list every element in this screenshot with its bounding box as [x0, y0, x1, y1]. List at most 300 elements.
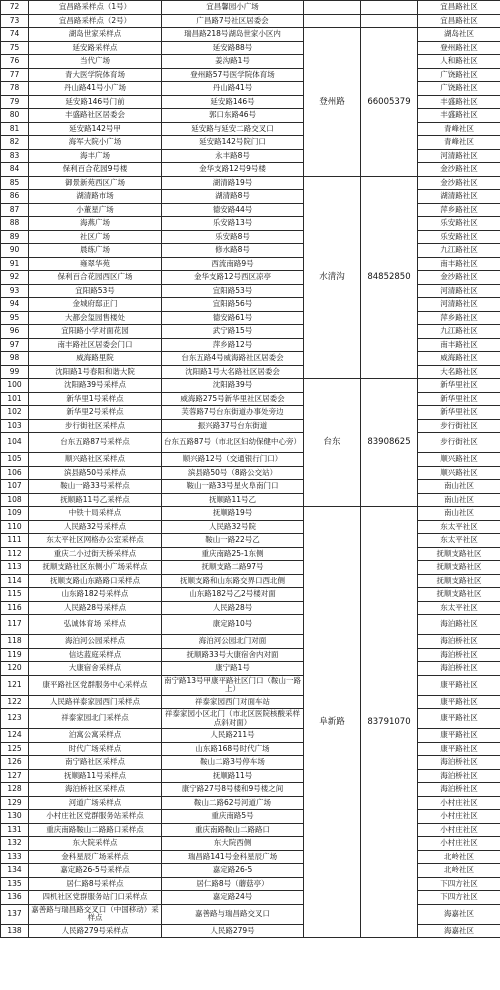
- site-name-cell: 康平路社区党群服务中心采样点: [29, 675, 162, 695]
- district-cell: 阜新路: [304, 507, 361, 938]
- table-row: [1, 244, 500, 258]
- row-number-cell: 87: [1, 203, 29, 217]
- site-address-cell: 东大院西侧: [162, 837, 304, 851]
- site-name-cell: 海丰广场: [29, 149, 162, 163]
- row-number-cell: 109: [1, 507, 29, 521]
- site-address-cell: 抚顺路11号乙: [162, 493, 304, 507]
- table-row: [1, 55, 500, 69]
- table-row: [1, 14, 500, 28]
- site-address-cell: 人民路32号院: [162, 520, 304, 534]
- site-address-cell: 台东五路87号（市北区妇幼保健中心旁）: [162, 433, 304, 453]
- site-name-cell: 湖清路市场: [29, 190, 162, 204]
- community-cell: 顺兴路社区: [418, 466, 500, 480]
- district-cell: [304, 14, 361, 28]
- site-address-cell: 抚顺路33号大康宿舍内对面: [162, 648, 304, 662]
- table-row: [1, 520, 500, 534]
- site-name-cell: 湖岛世家采样点: [29, 28, 162, 42]
- site-address-cell: 沈阳路39号: [162, 379, 304, 393]
- site-name-cell: 新华里2号采样点: [29, 406, 162, 420]
- site-address-cell: 芙蓉路7号台东街道办事处旁边: [162, 406, 304, 420]
- community-cell: 康平路社区: [418, 695, 500, 709]
- site-address-cell: 威海路275号新华里社区居委会: [162, 392, 304, 406]
- community-cell: 金沙路社区: [418, 163, 500, 177]
- site-address-cell: 山东路168号时代广场: [162, 742, 304, 756]
- site-name-cell: 抚顺路11号乙采样点: [29, 493, 162, 507]
- row-number-cell: 78: [1, 82, 29, 96]
- community-cell: 威海路社区: [418, 352, 500, 366]
- row-number-cell: 75: [1, 41, 29, 55]
- community-cell: 海嘉社区: [418, 904, 500, 924]
- site-name-cell: 金城府邸正门: [29, 298, 162, 312]
- row-number-cell: 130: [1, 810, 29, 824]
- row-number-cell: 133: [1, 850, 29, 864]
- site-address-cell: 延安路146号: [162, 95, 304, 109]
- table-row: [1, 547, 500, 561]
- site-address-cell: 嘉善路与瑞昌路交叉口: [162, 904, 304, 924]
- table-row: [1, 453, 500, 467]
- site-address-cell: 乐安路13号: [162, 217, 304, 231]
- site-address-cell: 南宁路13号甲康平路社区门口（鞍山一路上）: [162, 675, 304, 695]
- district-cell: 水清沟: [304, 176, 361, 379]
- site-name-cell: 保利百合花园西区广场: [29, 271, 162, 285]
- site-address-cell: 重庆南路5号: [162, 810, 304, 824]
- table-row: [1, 352, 500, 366]
- community-cell: 金沙路社区: [418, 176, 500, 190]
- table-row: [1, 534, 500, 548]
- community-cell: 海嘉社区: [418, 924, 500, 938]
- row-number-cell: 84: [1, 163, 29, 177]
- row-number-cell: 125: [1, 742, 29, 756]
- site-address-cell: 鞍山一路33号星火阜南门口: [162, 480, 304, 494]
- row-number-cell: 121: [1, 675, 29, 695]
- community-cell: 河清路社区: [418, 284, 500, 298]
- table-row: [1, 695, 500, 709]
- row-number-cell: 115: [1, 588, 29, 602]
- site-name-cell: 海泊桥社区采样点: [29, 783, 162, 797]
- community-cell: 丰盛路社区: [418, 109, 500, 123]
- site-name-cell: 顺兴路社区采样点: [29, 453, 162, 467]
- table-row: [1, 675, 500, 695]
- site-address-cell: 丹山路41号: [162, 82, 304, 96]
- site-name-cell: 沈阳路39号采样点: [29, 379, 162, 393]
- community-cell: 抚顺支路社区: [418, 588, 500, 602]
- site-address-cell: 抚顺支路和山东路交界口西北侧: [162, 574, 304, 588]
- site-address-cell: 抚顺支路二路97号: [162, 561, 304, 575]
- community-cell: 海泊桥社区: [418, 769, 500, 783]
- table-row: [1, 823, 500, 837]
- site-name-cell: 金科星辰广场采样点: [29, 850, 162, 864]
- table-row: [1, 419, 500, 433]
- row-number-cell: 74: [1, 28, 29, 42]
- site-name-cell: 抚顺支路山东路路口采样点: [29, 574, 162, 588]
- site-address-cell: 海泊河公园北门对面: [162, 635, 304, 649]
- site-name-cell: 东太平社区网格办公室采样点: [29, 534, 162, 548]
- site-name-cell: 雍翠华苑: [29, 257, 162, 271]
- phone-cell: 84852850: [361, 176, 418, 379]
- table-body: [1, 1, 500, 938]
- community-cell: 九江路社区: [418, 244, 500, 258]
- site-address-cell: 嘉定路24号: [162, 891, 304, 905]
- table-row: [1, 729, 500, 743]
- table-row: [1, 95, 500, 109]
- site-address-cell: 湖清路19号: [162, 176, 304, 190]
- site-address-cell: 沈阳路1号大名路社区居委会: [162, 365, 304, 379]
- table-row: [1, 41, 500, 55]
- site-name-cell: 丹山路41号小广场: [29, 82, 162, 96]
- community-cell: 南丰路社区: [418, 338, 500, 352]
- community-cell: 康平路社区: [418, 709, 500, 729]
- community-cell: 金沙路社区: [418, 271, 500, 285]
- table-row: [1, 796, 500, 810]
- table-row: [1, 149, 500, 163]
- site-name-cell: 威海路里院: [29, 352, 162, 366]
- site-name-cell: 宜昌路采样点（1号）: [29, 1, 162, 15]
- row-number-cell: 137: [1, 904, 29, 924]
- site-address-cell: 鞍山二路62号河道广场: [162, 796, 304, 810]
- site-address-cell: 广昌路7号社区居委会: [162, 14, 304, 28]
- site-name-cell: 居仁路8号采样点: [29, 877, 162, 891]
- row-number-cell: 128: [1, 783, 29, 797]
- community-cell: 抚顺支路社区: [418, 547, 500, 561]
- community-cell: 东太平社区: [418, 534, 500, 548]
- community-cell: 康平路社区: [418, 742, 500, 756]
- community-cell: 海泊路社区: [418, 615, 500, 635]
- site-name-cell: 抚顺路11号采样点: [29, 769, 162, 783]
- site-name-cell: 海燕广场: [29, 217, 162, 231]
- site-name-cell: 四机社区党群服务站门口采样点: [29, 891, 162, 905]
- site-address-cell: 登州路57号医学院体育场: [162, 68, 304, 82]
- site-name-cell: 延安路146号门前: [29, 95, 162, 109]
- site-name-cell: 嘉善路与瑞昌路交叉口（中国移动）采样点: [29, 904, 162, 924]
- table-row: [1, 338, 500, 352]
- table-row: [1, 392, 500, 406]
- site-address-cell: 延安路142号院门口: [162, 136, 304, 150]
- row-number-cell: 127: [1, 769, 29, 783]
- table-row: [1, 742, 500, 756]
- table-row: [1, 365, 500, 379]
- site-name-cell: 晨练广场: [29, 244, 162, 258]
- site-name-cell: 步行街社区采样点: [29, 419, 162, 433]
- phone-cell: 66005379: [361, 28, 418, 177]
- community-cell: 登州路社区: [418, 41, 500, 55]
- community-cell: 湖清路社区: [418, 190, 500, 204]
- site-name-cell: 重庆二小过街天桥采样点: [29, 547, 162, 561]
- table-row: [1, 122, 500, 136]
- site-name-cell: 河道广场采样点: [29, 796, 162, 810]
- row-number-cell: 135: [1, 877, 29, 891]
- table-row: [1, 850, 500, 864]
- row-number-cell: 80: [1, 109, 29, 123]
- site-name-cell: 人民路32号采样点: [29, 520, 162, 534]
- row-number-cell: 100: [1, 379, 29, 393]
- district-cell: 登州路: [304, 28, 361, 177]
- site-address-cell: 德安路44号: [162, 203, 304, 217]
- site-address-cell: 金华支路12号西区凉亭: [162, 271, 304, 285]
- table-row: [1, 176, 500, 190]
- site-name-cell: 泊寓公寓采样点: [29, 729, 162, 743]
- table-row: [1, 635, 500, 649]
- site-address-cell: 康定路10号: [162, 615, 304, 635]
- site-name-cell: 东大院采样点: [29, 837, 162, 851]
- site-address-cell: 山东路182号乙2号楼对面: [162, 588, 304, 602]
- community-cell: 新华里社区: [418, 392, 500, 406]
- table-row: [1, 662, 500, 676]
- community-cell: 海泊桥社区: [418, 756, 500, 770]
- community-cell: 乐安路社区: [418, 217, 500, 231]
- row-number-cell: 107: [1, 480, 29, 494]
- community-cell: 广饶路社区: [418, 82, 500, 96]
- site-address-cell: 延安路与延安二路交叉口: [162, 122, 304, 136]
- row-number-cell: 94: [1, 298, 29, 312]
- community-cell: 萍乡路社区: [418, 203, 500, 217]
- table-row: [1, 864, 500, 878]
- site-address-cell: 康宁路1号: [162, 662, 304, 676]
- row-number-cell: 126: [1, 756, 29, 770]
- site-name-cell: 人民路祥泰家园西门采样点: [29, 695, 162, 709]
- row-number-cell: 132: [1, 837, 29, 851]
- phone-cell: [361, 14, 418, 28]
- row-number-cell: 117: [1, 615, 29, 635]
- site-address-cell: 康宁路27号8号楼和9号楼之间: [162, 783, 304, 797]
- site-name-cell: 山东路182号采样点: [29, 588, 162, 602]
- table-row: [1, 217, 500, 231]
- community-cell: 北岭社区: [418, 850, 500, 864]
- site-address-cell: 乐安路8号: [162, 230, 304, 244]
- phone-cell: 83791070: [361, 507, 418, 938]
- row-number-cell: 114: [1, 574, 29, 588]
- site-name-cell: 滨县路50号采样点: [29, 466, 162, 480]
- site-address-cell: 台东五路4号威海路社区居委会: [162, 352, 304, 366]
- row-number-cell: 108: [1, 493, 29, 507]
- community-cell: 康平路社区: [418, 729, 500, 743]
- site-name-cell: 新华里1号采样点: [29, 392, 162, 406]
- community-cell: 小村庄社区: [418, 823, 500, 837]
- community-cell: 抚顺支路社区: [418, 561, 500, 575]
- table-row: [1, 109, 500, 123]
- site-address-cell: 湖清路8号: [162, 190, 304, 204]
- row-number-cell: 73: [1, 14, 29, 28]
- district-cell: 台东: [304, 379, 361, 507]
- table-row: [1, 891, 500, 905]
- table-row: [1, 298, 500, 312]
- table-row: [1, 284, 500, 298]
- community-cell: 河清路社区: [418, 149, 500, 163]
- site-address-cell: 瑞昌路218号湖岛世家小区内: [162, 28, 304, 42]
- table-row: [1, 68, 500, 82]
- row-number-cell: 88: [1, 217, 29, 231]
- site-name-cell: 延安路142号甲: [29, 122, 162, 136]
- community-cell: 康平路社区: [418, 675, 500, 695]
- row-number-cell: 82: [1, 136, 29, 150]
- site-name-cell: 延安路采样点: [29, 41, 162, 55]
- site-address-cell: 萍乡路12号: [162, 338, 304, 352]
- community-cell: 广饶路社区: [418, 68, 500, 82]
- site-address-cell: 人民路211号: [162, 729, 304, 743]
- site-address-cell: 重庆南路鞍山二路路口: [162, 823, 304, 837]
- row-number-cell: 103: [1, 419, 29, 433]
- row-number-cell: 123: [1, 709, 29, 729]
- site-name-cell: 抚顺支路社区东侧小广场采样点: [29, 561, 162, 575]
- row-number-cell: 97: [1, 338, 29, 352]
- community-cell: 小村庄社区: [418, 796, 500, 810]
- community-cell: 下四方社区: [418, 891, 500, 905]
- table-row: [1, 756, 500, 770]
- phone-cell: [361, 1, 418, 15]
- community-cell: 新华里社区: [418, 379, 500, 393]
- site-name-cell: 海军大院小广场: [29, 136, 162, 150]
- community-cell: 宜昌路社区: [418, 1, 500, 15]
- site-name-cell: 人民路28号采样点: [29, 601, 162, 615]
- community-cell: 海泊桥社区: [418, 635, 500, 649]
- site-name-cell: 沈阳路1号春阳和谐大院: [29, 365, 162, 379]
- community-cell: 南山社区: [418, 507, 500, 521]
- row-number-cell: 89: [1, 230, 29, 244]
- community-cell: 下四方社区: [418, 877, 500, 891]
- site-name-cell: 宜阳路小学对面花园: [29, 325, 162, 339]
- site-name-cell: 南丰路社区居委会门口: [29, 338, 162, 352]
- site-address-cell: 延安路88号: [162, 41, 304, 55]
- row-number-cell: 102: [1, 406, 29, 420]
- table-row: [1, 904, 500, 924]
- site-address-cell: 修水路8号: [162, 244, 304, 258]
- community-cell: 乐安路社区: [418, 230, 500, 244]
- table-row: [1, 769, 500, 783]
- row-number-cell: 77: [1, 68, 29, 82]
- row-number-cell: 138: [1, 924, 29, 938]
- row-number-cell: 81: [1, 122, 29, 136]
- community-cell: 人和路社区: [418, 55, 500, 69]
- site-name-cell: 信达蓝庭采样点: [29, 648, 162, 662]
- site-address-cell: 人民路28号: [162, 601, 304, 615]
- site-name-cell: 社区广场: [29, 230, 162, 244]
- table-row: [1, 615, 500, 635]
- row-number-cell: 119: [1, 648, 29, 662]
- community-cell: 萍乡路社区: [418, 311, 500, 325]
- table-row: [1, 493, 500, 507]
- table-row: [1, 601, 500, 615]
- site-name-cell: 小村庄社区党群服务站采样点: [29, 810, 162, 824]
- table-row: [1, 1, 500, 15]
- site-name-cell: 丰盛路社区居委会: [29, 109, 162, 123]
- table-row: [1, 325, 500, 339]
- table-row: [1, 574, 500, 588]
- row-number-cell: 98: [1, 352, 29, 366]
- site-name-cell: 时代广场采样点: [29, 742, 162, 756]
- community-cell: 北岭社区: [418, 864, 500, 878]
- row-number-cell: 118: [1, 635, 29, 649]
- row-number-cell: 113: [1, 561, 29, 575]
- table-row: [1, 311, 500, 325]
- table-row: [1, 271, 500, 285]
- community-cell: 步行街社区: [418, 419, 500, 433]
- row-number-cell: 90: [1, 244, 29, 258]
- site-name-cell: 祥泰家园北门采样点: [29, 709, 162, 729]
- table-row: [1, 257, 500, 271]
- table-row: [1, 480, 500, 494]
- row-number-cell: 79: [1, 95, 29, 109]
- table-row: [1, 709, 500, 729]
- row-number-cell: 106: [1, 466, 29, 480]
- row-number-cell: 91: [1, 257, 29, 271]
- district-cell: [304, 1, 361, 15]
- row-number-cell: 105: [1, 453, 29, 467]
- row-number-cell: 104: [1, 433, 29, 453]
- site-address-cell: 鞍山一路22号乙: [162, 534, 304, 548]
- table-row: [1, 203, 500, 217]
- community-cell: 顺兴路社区: [418, 453, 500, 467]
- site-name-cell: 中铁十局采样点: [29, 507, 162, 521]
- community-cell: 抚顺支路社区: [418, 574, 500, 588]
- table-row: [1, 783, 500, 797]
- row-number-cell: 101: [1, 392, 29, 406]
- table-row: [1, 433, 500, 453]
- table-row: [1, 877, 500, 891]
- site-address-cell: 郭口东路46号: [162, 109, 304, 123]
- table-row: [1, 837, 500, 851]
- site-address-cell: 顺兴路12号（交通银行门口）: [162, 453, 304, 467]
- site-name-cell: 人民路279号采样点: [29, 924, 162, 938]
- community-cell: 九江路社区: [418, 325, 500, 339]
- site-address-cell: 抚顺路19号: [162, 507, 304, 521]
- site-address-cell: 祥泰家园西门对面车站: [162, 695, 304, 709]
- site-name-cell: 保利百合花园9号楼: [29, 163, 162, 177]
- site-name-cell: 海泊河公园采样点: [29, 635, 162, 649]
- site-name-cell: 台东五路87号采样点: [29, 433, 162, 453]
- site-address-cell: 鞍山二路3号停车场: [162, 756, 304, 770]
- row-number-cell: 134: [1, 864, 29, 878]
- site-name-cell: 青大医学院体育场: [29, 68, 162, 82]
- table-row: [1, 82, 500, 96]
- row-number-cell: 83: [1, 149, 29, 163]
- table-row: [1, 466, 500, 480]
- site-address-cell: 居仁路8号（蘑菇亭）: [162, 877, 304, 891]
- table-row: [1, 924, 500, 938]
- community-cell: 小村庄社区: [418, 837, 500, 851]
- row-number-cell: 136: [1, 891, 29, 905]
- site-address-cell: 姜沟路1号: [162, 55, 304, 69]
- site-address-cell: 西流南路9号: [162, 257, 304, 271]
- community-cell: 丰盛路社区: [418, 95, 500, 109]
- site-address-cell: 宜昌馨园小广场: [162, 1, 304, 15]
- site-address-cell: 永丰路8号: [162, 149, 304, 163]
- site-address-cell: 祥泰家园小区北门（市北区医院核酸采样点斜对面）: [162, 709, 304, 729]
- table-row: [1, 648, 500, 662]
- row-number-cell: 112: [1, 547, 29, 561]
- row-number-cell: 122: [1, 695, 29, 709]
- row-number-cell: 116: [1, 601, 29, 615]
- row-number-cell: 120: [1, 662, 29, 676]
- site-name-cell: 大康宿舍采样点: [29, 662, 162, 676]
- row-number-cell: 96: [1, 325, 29, 339]
- community-cell: 南丰路社区: [418, 257, 500, 271]
- site-address-cell: 重庆南路25-1东侧: [162, 547, 304, 561]
- site-address-cell: 武宁路15号: [162, 325, 304, 339]
- site-address-cell: 宜阳路53号: [162, 284, 304, 298]
- table-row: [1, 561, 500, 575]
- table-row: [1, 810, 500, 824]
- site-name-cell: 御景新苑西区广场: [29, 176, 162, 190]
- community-cell: 东太平社区: [418, 601, 500, 615]
- row-number-cell: 85: [1, 176, 29, 190]
- community-cell: 青峰社区: [418, 122, 500, 136]
- site-name-cell: 弘诚体育场 采样点: [29, 615, 162, 635]
- community-cell: 南山社区: [418, 493, 500, 507]
- row-number-cell: 86: [1, 190, 29, 204]
- community-cell: 宜昌路社区: [418, 14, 500, 28]
- site-name-cell: 嘉定路26-5号采样点: [29, 864, 162, 878]
- site-address-cell: 抚顺路11号: [162, 769, 304, 783]
- table-row: [1, 588, 500, 602]
